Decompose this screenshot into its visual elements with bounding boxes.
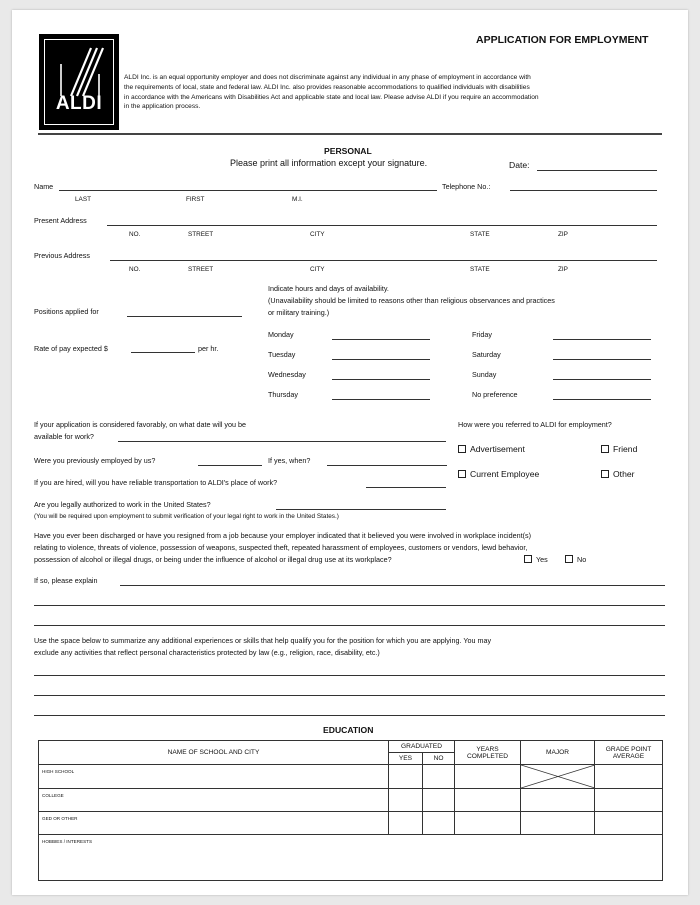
authorized-field[interactable]	[276, 509, 446, 510]
day-no-preference: No preference	[472, 390, 518, 399]
positions-label: Positions applied for	[34, 307, 99, 316]
name-sub-mi: M.I.	[292, 196, 303, 203]
checkbox-icon[interactable]	[565, 555, 573, 563]
aldi-logo	[39, 34, 119, 130]
referral-advertisement-label: Advertisement	[470, 444, 525, 454]
address-sub-state: STATE	[470, 231, 490, 238]
cell[interactable]	[595, 765, 663, 789]
eeo-line: in accordance with the Americans with Disabilities Act and applicable state and local law. Please advise ALDI if you require an accommodation	[124, 93, 539, 101]
summary-question-1: Use the space below to summarize any additional experiences or skills that help qualify you for the position for which you are applying. You may	[34, 636, 492, 645]
eeo-line: the requirements of local, state and federal law. ALDI Inc. also provides reasonable accommodations to qualified individuals with disabilities	[124, 83, 530, 91]
availability-note-2: or military training.)	[268, 308, 330, 317]
col-gpa-header	[595, 741, 663, 765]
if-yes-when-label: If yes, when?	[268, 456, 311, 465]
col-years-line-1: YEARS	[476, 745, 499, 753]
referral-current-employee-label: Current Employee	[470, 469, 540, 479]
discharge-yes[interactable]	[524, 555, 548, 564]
summary-field-line-1[interactable]	[34, 675, 665, 676]
checkbox-icon[interactable]	[458, 470, 466, 478]
major-crossed-cell	[521, 765, 595, 789]
checkbox-icon[interactable]	[524, 555, 532, 563]
prev-employed-field[interactable]	[198, 465, 262, 466]
discharge-question-2: relating to violence, threats of violence, possession of weapons, suspected theft, repeated harassment of employees, customers or vendors, lewd behavior,	[34, 543, 528, 552]
discharge-question-3: possession of alcohol or illegal drugs, or being under the influence of alcohol or illegal drug use at its workplace?	[34, 555, 392, 564]
monday-hours-field[interactable]	[332, 339, 430, 340]
discharge-yes-label: Yes	[536, 555, 548, 564]
authorized-note: (You will be required upon employment to submit verification of your legal right to work in the United States.)	[34, 513, 339, 520]
availability-intro: Indicate hours and days of availability.	[268, 284, 389, 293]
start-date-field[interactable]	[118, 441, 446, 442]
summary-question-2: exclude any activities that reflect personal characteristics protected by law (e.g., religion, race, disability, etc.)	[34, 648, 380, 657]
address-sub-street: STREET	[188, 231, 214, 238]
table-row	[39, 812, 663, 835]
start-question-1: If your application is considered favorably, on what date will you be	[34, 420, 247, 429]
cell[interactable]	[455, 789, 521, 812]
name-field[interactable]	[59, 190, 437, 191]
education-heading: EDUCATION	[323, 725, 374, 735]
referred-question: How were you referred to ALDI for employment?	[458, 420, 612, 429]
sunday-hours-field[interactable]	[553, 379, 651, 380]
cell[interactable]	[455, 812, 521, 835]
wednesday-hours-field[interactable]	[332, 379, 430, 380]
cell[interactable]	[389, 812, 423, 835]
col-gpa-line-2: AVERAGE	[612, 752, 645, 760]
col-major-header: MAJOR	[521, 741, 595, 765]
col-years-line-2: COMPLETED	[466, 752, 509, 760]
address-sub-state: STATE	[470, 266, 490, 273]
discharge-no[interactable]	[565, 555, 586, 564]
referral-friend-label: Friend	[613, 444, 638, 454]
date-field[interactable]	[537, 170, 657, 171]
print-instruction: Please print all information except your signature.	[230, 158, 428, 168]
rate-field[interactable]	[131, 352, 195, 353]
discharge-question-1: Have you ever been discharged or have you resigned from a job because your employer indicated that it believed you were involved in workplace incident(s)	[34, 531, 532, 540]
education-table	[38, 740, 663, 881]
summary-field-line-2[interactable]	[34, 695, 665, 696]
cell[interactable]	[521, 789, 595, 812]
eeo-line: ALDI Inc. is an equal opportunity employer and does not discriminate against any individual in any phase of employment in accordance with	[124, 74, 531, 81]
form-title: APPLICATION FOR EMPLOYMENT	[476, 34, 649, 46]
name-sub-first: FIRST	[186, 196, 205, 203]
address-sub-no: NO.	[129, 266, 141, 273]
cell[interactable]	[389, 789, 423, 812]
cell[interactable]	[595, 812, 663, 835]
day-saturday: Saturday	[472, 350, 501, 359]
cell[interactable]	[389, 765, 423, 789]
row-ged-other[interactable]: GED OR OTHER	[39, 812, 389, 835]
telephone-label: Telephone No.:	[442, 182, 491, 191]
cell[interactable]	[423, 789, 455, 812]
address-sub-city: CITY	[310, 266, 325, 273]
logo-text: ALDI	[55, 93, 103, 114]
address-sub-city: CITY	[310, 231, 325, 238]
col-school-header: NAME OF SCHOOL AND CITY	[39, 741, 389, 765]
rate-suffix: per hr.	[198, 344, 219, 353]
prev-employed-when-field[interactable]	[327, 465, 447, 466]
day-friday: Friday	[472, 330, 492, 339]
transport-field[interactable]	[366, 487, 446, 488]
telephone-field[interactable]	[510, 190, 657, 191]
explain-field-line-2[interactable]	[34, 605, 665, 606]
present-address-label: Present Address	[34, 216, 87, 225]
col-yes-header: YES	[389, 753, 423, 765]
friday-hours-field[interactable]	[553, 339, 651, 340]
day-sunday: Sunday	[472, 370, 497, 379]
name-sub-last: LAST	[75, 196, 91, 203]
day-thursday: Thursday	[268, 390, 298, 399]
summary-field-line-3[interactable]	[34, 715, 665, 716]
explain-field-line-1[interactable]	[120, 585, 665, 586]
date-label: Date:	[509, 160, 530, 170]
table-row	[39, 765, 663, 789]
day-monday: Monday	[268, 330, 294, 339]
col-no-header: NO	[423, 753, 455, 765]
transport-question: If you are hired, will you have reliable transportation to ALDI's place of work?	[34, 478, 278, 487]
col-gpa-line-1: GRADE POINT	[605, 745, 652, 753]
prev-employed-question: Were you previously employed by us?	[34, 456, 156, 465]
row-college[interactable]: COLLEGE	[39, 789, 389, 812]
row-high-school[interactable]: HIGH SCHOOL	[39, 765, 389, 789]
explain-label: If so, please explain	[34, 576, 98, 585]
referral-other[interactable]	[601, 469, 635, 479]
tuesday-hours-field[interactable]	[332, 359, 430, 360]
name-label: Name	[34, 182, 54, 191]
table-row	[39, 835, 663, 881]
checkbox-icon[interactable]	[458, 445, 466, 453]
availability-note-1: (Unavailability should be limited to reasons other than religious observances and practices	[268, 296, 555, 305]
start-question-2: available for work?	[34, 432, 94, 441]
thursday-hours-field[interactable]	[332, 399, 430, 400]
previous-address-label: Previous Address	[34, 251, 90, 260]
header-divider	[38, 133, 662, 135]
eeo-statement	[124, 73, 669, 112]
eeo-line: in the application process.	[124, 103, 201, 111]
referral-friend[interactable]	[601, 444, 637, 454]
cell[interactable]	[455, 765, 521, 789]
previous-address-field[interactable]	[110, 260, 657, 261]
referral-current-employee[interactable]	[458, 469, 539, 479]
application-page	[12, 10, 688, 895]
referral-advertisement[interactable]	[458, 444, 525, 454]
no-preference-field[interactable]	[553, 399, 651, 400]
day-wednesday: Wednesday	[268, 370, 306, 379]
col-graduated-header: GRADUATED	[389, 741, 455, 753]
aldi-stripes-icon	[47, 44, 113, 100]
present-address-field[interactable]	[107, 225, 657, 226]
cross-out-icon	[521, 765, 595, 788]
referral-other-label: Other	[613, 469, 635, 479]
explain-field-line-3[interactable]	[34, 625, 665, 626]
rate-label: Rate of pay expected $	[34, 344, 108, 353]
address-sub-street: STREET	[188, 266, 214, 273]
checkbox-icon[interactable]	[601, 470, 609, 478]
cell[interactable]	[521, 812, 595, 835]
authorized-question: Are you legally authorized to work in the United States?	[34, 500, 211, 509]
address-sub-zip: ZIP	[558, 231, 568, 238]
col-years-header	[455, 741, 521, 765]
address-sub-no: NO.	[129, 231, 141, 238]
personal-heading: PERSONAL	[324, 146, 372, 156]
checkbox-icon[interactable]	[601, 445, 609, 453]
table-row	[39, 789, 663, 812]
cell[interactable]	[595, 789, 663, 812]
row-hobbies[interactable]: HOBBIES / INTERESTS	[39, 835, 663, 881]
cell[interactable]	[423, 765, 455, 789]
saturday-hours-field[interactable]	[553, 359, 651, 360]
discharge-no-label: No	[577, 555, 587, 564]
positions-field[interactable]	[127, 316, 242, 317]
cell[interactable]	[423, 812, 455, 835]
address-sub-zip: ZIP	[558, 266, 568, 273]
day-tuesday: Tuesday	[268, 350, 296, 359]
